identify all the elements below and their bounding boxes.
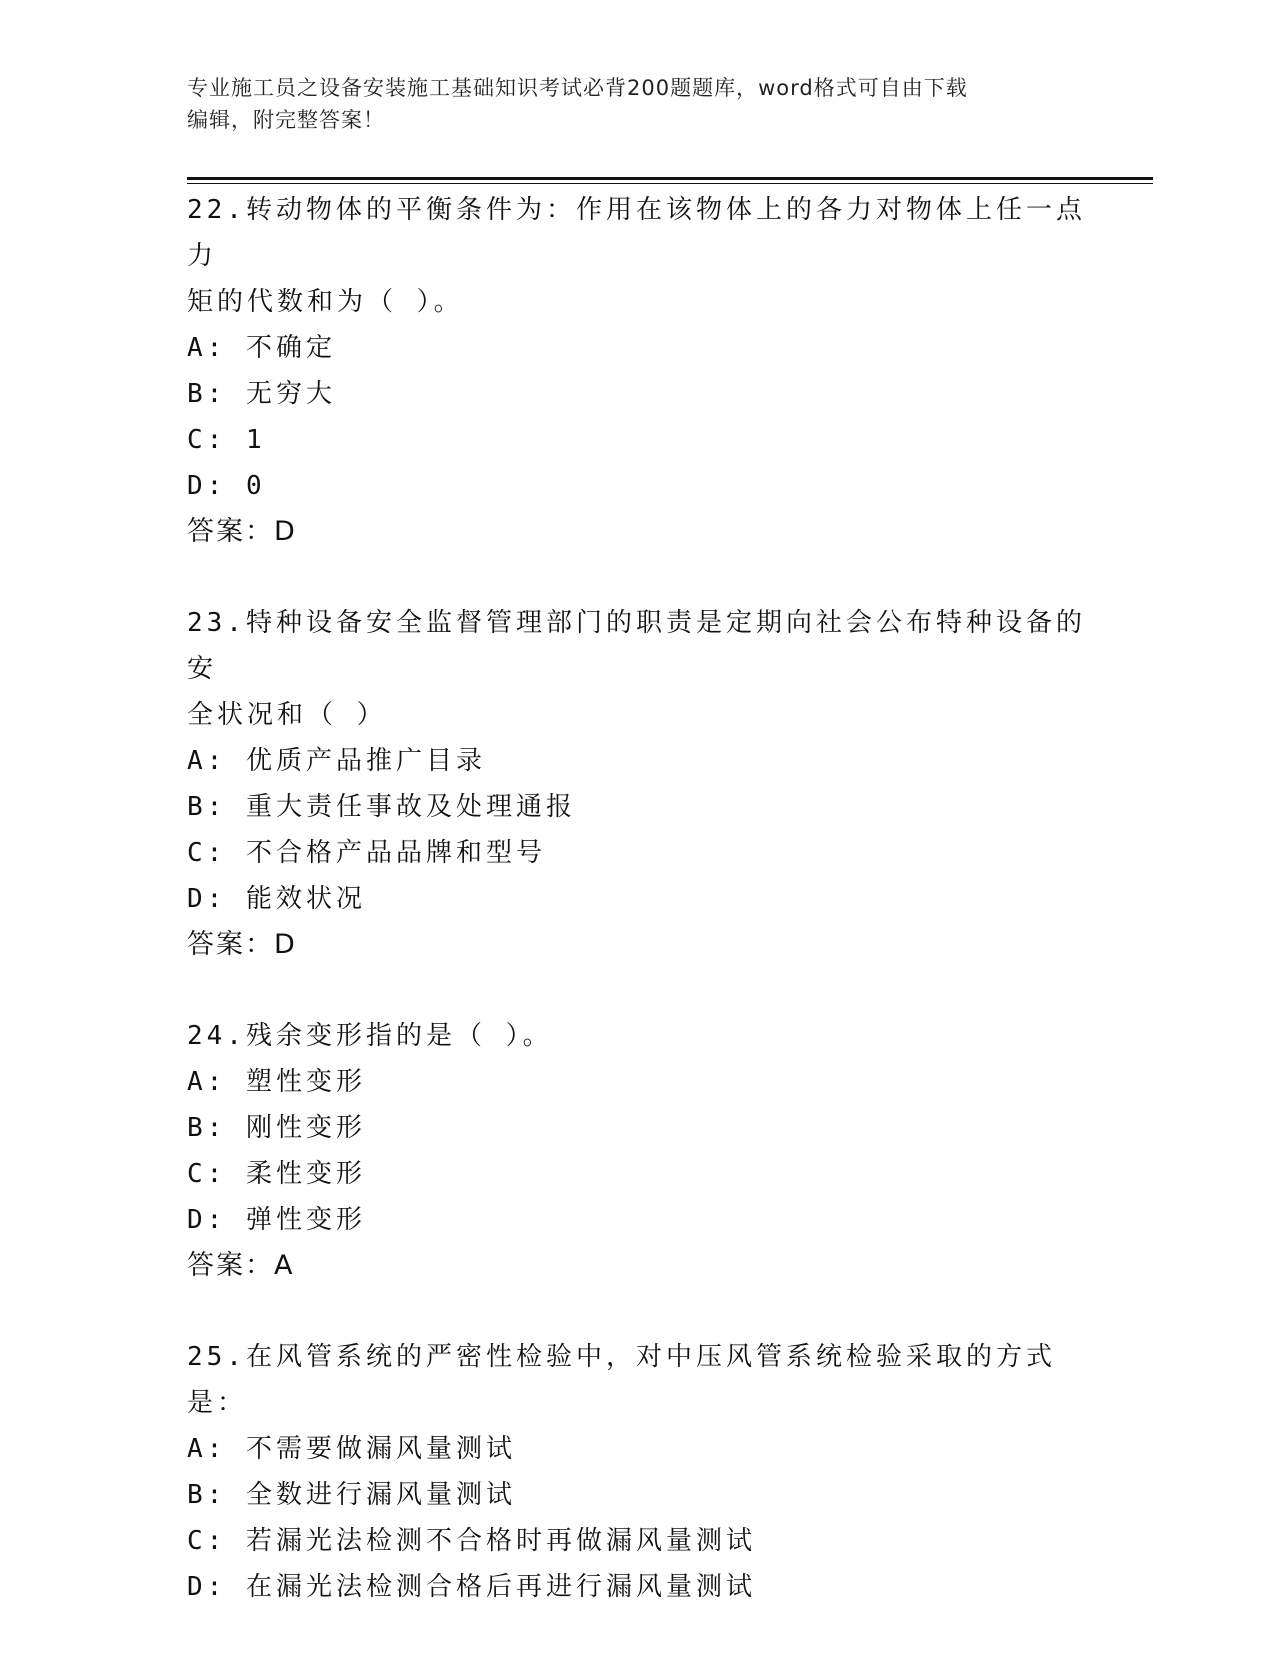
option-a: A: 塑性变形 xyxy=(187,1067,366,1097)
question-25 xyxy=(187,1334,1087,1610)
option-b: B: 刚性变形 xyxy=(187,1113,366,1143)
answer-line: 答案：A xyxy=(187,1250,295,1281)
answer-line: 答案：D xyxy=(187,929,297,960)
option-a: A: 优质产品推广目录 xyxy=(187,746,486,776)
question-list xyxy=(187,187,1087,1655)
option-d: D: 0 xyxy=(187,471,266,501)
option-b: B: 重大责任事故及处理通报 xyxy=(187,792,576,822)
option-a: A: 不确定 xyxy=(187,333,336,363)
option-c: C: 1 xyxy=(187,425,266,455)
option-c: C: 若漏光法检测不合格时再做漏风量测试 xyxy=(187,1526,756,1556)
option-b: B: 全数进行漏风量测试 xyxy=(187,1480,516,1510)
option-d: D: 能效状况 xyxy=(187,884,366,914)
header-line-2: 编辑，附完整答案！ xyxy=(187,108,385,132)
header-rule-thick xyxy=(187,177,1153,180)
option-b: B: 无穷大 xyxy=(187,379,336,409)
header-rule-thin xyxy=(187,183,1153,184)
option-c: C: 柔性变形 xyxy=(187,1159,366,1189)
document-header xyxy=(187,72,1067,136)
question-stem-line: 矩的代数和为（ ）。 xyxy=(187,287,464,317)
question-stem-line: 25.在风管系统的严密性检验中，对中压风管系统检验采取的方式是： xyxy=(187,1342,1056,1418)
question-23 xyxy=(187,600,1087,968)
option-a: A: 不需要做漏风量测试 xyxy=(187,1434,516,1464)
header-line-1: 专业施工员之设备安装施工基础知识考试必背200题题库，word格式可自由下载 xyxy=(187,76,968,100)
question-stem-line: 24.残余变形指的是（ ）。 xyxy=(187,1021,553,1051)
question-22 xyxy=(187,187,1087,555)
question-stem-line: 全状况和（ ） xyxy=(187,700,387,730)
option-c: C: 不合格产品品牌和型号 xyxy=(187,838,546,868)
answer-line: 答案：D xyxy=(187,516,297,547)
option-d: D: 在漏光法检测合格后再进行漏风量测试 xyxy=(187,1572,756,1602)
option-d: D: 弹性变形 xyxy=(187,1205,366,1235)
question-stem-line: 23.特种设备安全监督管理部门的职责是定期向社会公布特种设备的安 xyxy=(187,608,1086,684)
question-24 xyxy=(187,1013,1087,1289)
question-stem-line: 22.转动物体的平衡条件为：作用在该物体上的各力对物体上任一点力 xyxy=(187,195,1086,271)
